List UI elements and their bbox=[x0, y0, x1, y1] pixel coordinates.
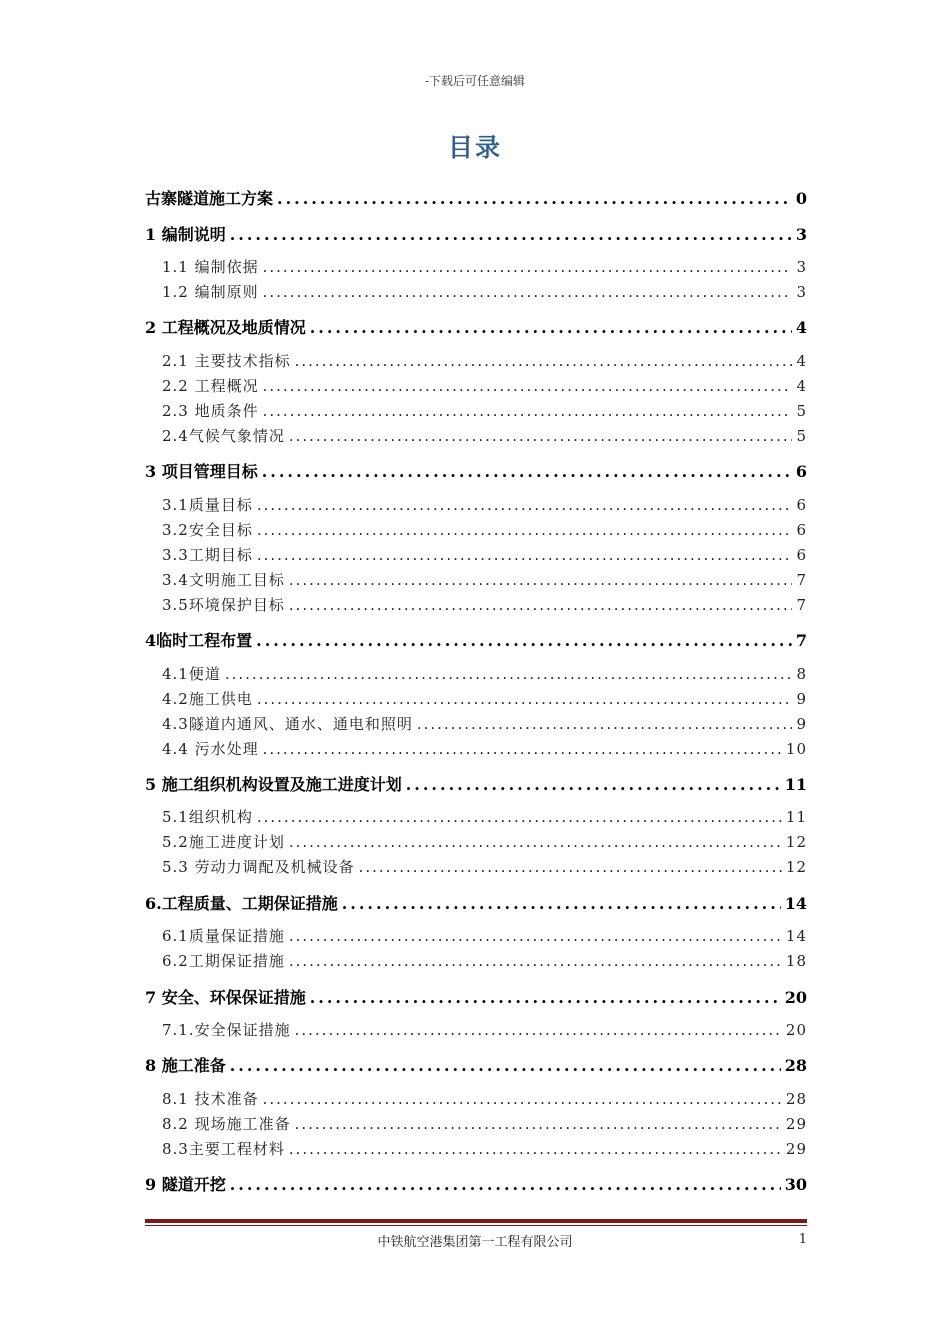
toc-entry-text: 2.4气候气象情况 bbox=[162, 427, 285, 445]
toc-entry-section[interactable] bbox=[145, 1019, 807, 1041]
toc-entry-section[interactable] bbox=[145, 950, 807, 972]
toc-entry-section[interactable] bbox=[145, 375, 807, 397]
toc-entry-chapter[interactable] bbox=[145, 1172, 807, 1196]
toc-leader-dots bbox=[257, 521, 793, 539]
header-note: -下载后可任意编辑 bbox=[424, 74, 526, 88]
toc-leader-dots bbox=[263, 283, 793, 301]
toc-entry-page: 6 bbox=[795, 462, 807, 481]
toc-leader-dots bbox=[257, 496, 793, 514]
toc-entry-text: 2.1 主要技术指标 bbox=[162, 352, 291, 370]
toc-leader-dots bbox=[230, 225, 792, 244]
toc-entry-text: 7.1.安全保证措施 bbox=[162, 1021, 291, 1039]
toc-entry-page: 20 bbox=[784, 988, 807, 1007]
toc-entry-page: 6 bbox=[796, 496, 807, 514]
toc-leader-dots bbox=[263, 402, 793, 420]
toc-entry-text: 3.2安全目标 bbox=[162, 521, 253, 539]
toc-leader-dots bbox=[289, 596, 793, 614]
toc-entry-chapter[interactable] bbox=[145, 985, 807, 1009]
toc-leader-dots bbox=[289, 927, 782, 945]
toc-entry-text: 3.5环境保护目标 bbox=[162, 596, 285, 614]
toc-leader-dots bbox=[263, 258, 793, 276]
toc-entry-text: 3.1质量目标 bbox=[162, 496, 253, 514]
toc-leader-dots bbox=[262, 462, 792, 481]
toc-entry-text: 1.1 编制依据 bbox=[162, 258, 259, 276]
footer-page-number: 1 bbox=[798, 1232, 807, 1247]
toc-entry-page: 12 bbox=[785, 833, 807, 851]
toc-leader-dots bbox=[406, 775, 781, 794]
toc-entry-text: 5.1组织机构 bbox=[162, 808, 253, 826]
toc-entry-chapter[interactable] bbox=[145, 891, 807, 915]
toc-leader-dots bbox=[263, 377, 793, 395]
toc-entry-section[interactable] bbox=[145, 738, 807, 760]
toc-entry-text: 6.2工期保证措施 bbox=[162, 952, 285, 970]
toc-entry-section[interactable] bbox=[145, 1138, 807, 1160]
toc-leader-dots bbox=[289, 427, 793, 445]
toc-leader-dots bbox=[230, 1056, 781, 1075]
toc-entry-text: 5 施工组织机构设置及施工进度计划 bbox=[145, 775, 402, 794]
toc-leader-dots bbox=[263, 1090, 782, 1108]
toc-entry-text: 6.1质量保证措施 bbox=[162, 927, 285, 945]
toc-entry-section[interactable] bbox=[145, 256, 807, 278]
toc-entry-chapter[interactable] bbox=[145, 628, 807, 652]
toc-entry-text: 8.2 现场施工准备 bbox=[162, 1115, 291, 1133]
toc-entry-text: 8.1 技术准备 bbox=[162, 1090, 259, 1108]
footer-rule-thin bbox=[145, 1225, 807, 1226]
toc-entry-text: 8 施工准备 bbox=[145, 1056, 226, 1075]
toc-leader-dots bbox=[342, 894, 781, 913]
toc-entry-page: 9 bbox=[796, 715, 807, 733]
toc-entry-page: 28 bbox=[785, 1090, 807, 1108]
toc-entry-section[interactable] bbox=[145, 1113, 807, 1135]
toc-entry-page: 12 bbox=[785, 858, 807, 876]
toc-leader-dots bbox=[289, 571, 793, 589]
toc-entry-chapter[interactable] bbox=[145, 315, 807, 339]
toc-entry-page: 5 bbox=[796, 402, 807, 420]
toc-leader-dots bbox=[277, 189, 792, 208]
toc-entry-section[interactable] bbox=[145, 494, 807, 516]
toc-entry-page: 11 bbox=[785, 808, 807, 826]
toc-entry-section[interactable] bbox=[145, 688, 807, 710]
toc-entry-page: 29 bbox=[785, 1115, 807, 1133]
toc-entry-text: 3 项目管理目标 bbox=[145, 462, 258, 481]
toc-entry-page: 14 bbox=[784, 894, 807, 913]
toc-entry-text: 4.2施工供电 bbox=[162, 690, 253, 708]
toc-leader-dots bbox=[230, 1175, 781, 1194]
toc-entry-section[interactable] bbox=[145, 663, 807, 685]
toc-entry-chapter[interactable] bbox=[145, 186, 807, 210]
toc-entry-page: 3 bbox=[796, 283, 807, 301]
toc-entry-chapter[interactable] bbox=[145, 772, 807, 796]
toc-entry-text: 8.3主要工程材料 bbox=[162, 1140, 285, 1158]
toc-entry-text: 2 工程概况及地质情况 bbox=[145, 318, 306, 337]
toc-leader-dots bbox=[257, 690, 793, 708]
toc-entry-section[interactable] bbox=[145, 713, 807, 735]
toc-entry-section[interactable] bbox=[145, 544, 807, 566]
toc-entry-section[interactable] bbox=[145, 594, 807, 616]
toc-leader-dots bbox=[295, 352, 793, 370]
toc-leader-dots bbox=[289, 833, 782, 851]
toc-leader-dots bbox=[289, 1140, 782, 1158]
toc-entry-page: 28 bbox=[784, 1056, 807, 1075]
toc-entry-page: 7 bbox=[795, 631, 807, 650]
toc-leader-dots bbox=[256, 631, 792, 650]
toc-entry-text: 1 编制说明 bbox=[145, 225, 226, 244]
toc-entry-page: 6 bbox=[796, 546, 807, 564]
toc-entry-page: 7 bbox=[796, 571, 807, 589]
toc-leader-dots bbox=[257, 546, 793, 564]
toc-leader-dots bbox=[310, 318, 792, 337]
toc-leader-dots bbox=[295, 1115, 782, 1133]
toc-entry-text: 3.4文明施工目标 bbox=[162, 571, 285, 589]
toc-entry-section[interactable] bbox=[145, 519, 807, 541]
toc-entry-text: 1.2 编制原则 bbox=[162, 283, 259, 301]
toc-entry-text: 4.1便道 bbox=[162, 665, 221, 683]
toc-entry-text: 5.3 劳动力调配及机械设备 bbox=[162, 858, 355, 876]
toc-entry-section[interactable] bbox=[145, 281, 807, 303]
toc-entry-text: 2.2 工程概况 bbox=[162, 377, 259, 395]
toc-entry-text: 6.工程质量、工期保证措施 bbox=[145, 894, 338, 913]
toc-entry-page: 14 bbox=[785, 927, 807, 945]
toc-entry-chapter[interactable] bbox=[145, 1053, 807, 1077]
toc-entry-text: 7 安全、环保保证措施 bbox=[145, 988, 306, 1007]
toc-entry-section[interactable] bbox=[145, 569, 807, 591]
toc-entry-chapter[interactable] bbox=[145, 222, 807, 246]
toc-leader-dots bbox=[417, 715, 793, 733]
toc-entry-page: 9 bbox=[796, 690, 807, 708]
toc-entry-section[interactable] bbox=[145, 925, 807, 947]
toc-entry-text: 5.2施工进度计划 bbox=[162, 833, 285, 851]
toc-entry-page: 4 bbox=[796, 352, 807, 370]
toc-entry-page: 3 bbox=[795, 225, 807, 244]
toc-entry-page: 4 bbox=[796, 377, 807, 395]
toc-entry-text: 3.3工期目标 bbox=[162, 546, 253, 564]
toc-entry-page: 5 bbox=[796, 427, 807, 445]
toc-entry-text: 古寨隧道施工方案 bbox=[145, 189, 274, 208]
toc-entry-section[interactable] bbox=[145, 425, 807, 447]
toc-entry-section[interactable] bbox=[145, 856, 807, 878]
toc-leader-dots bbox=[257, 808, 782, 826]
toc-entry-page: 30 bbox=[784, 1175, 807, 1194]
toc-entry-page: 6 bbox=[796, 521, 807, 539]
footer-rule-thick bbox=[145, 1219, 807, 1223]
toc-entry-page: 7 bbox=[796, 596, 807, 614]
toc-entry-text: 4.4 污水处理 bbox=[162, 740, 259, 758]
toc-entry-section[interactable] bbox=[145, 350, 807, 372]
toc-entry-page: 18 bbox=[785, 952, 807, 970]
toc-entry-section[interactable] bbox=[145, 1088, 807, 1110]
toc-leader-dots bbox=[225, 665, 793, 683]
toc-entry-text: 4.3隧道内通风、通水、通电和照明 bbox=[162, 715, 413, 733]
toc-leader-dots bbox=[359, 858, 782, 876]
toc-entry-page: 10 bbox=[785, 740, 807, 758]
toc-entry-section[interactable] bbox=[145, 831, 807, 853]
toc-entry-page: 3 bbox=[796, 258, 807, 276]
toc-entry-page: 11 bbox=[784, 775, 807, 794]
toc-title: 目录 bbox=[447, 133, 502, 162]
toc-entry-page: 29 bbox=[785, 1140, 807, 1158]
toc-entry-page: 4 bbox=[795, 318, 807, 337]
toc-entry-section[interactable] bbox=[145, 400, 807, 422]
toc-entry-page: 8 bbox=[796, 665, 807, 683]
toc-entry-text: 2.3 地质条件 bbox=[162, 402, 259, 420]
toc-entry-text: 9 隧道开挖 bbox=[145, 1175, 226, 1194]
toc-entry-section[interactable] bbox=[145, 806, 807, 828]
toc-leader-dots bbox=[310, 988, 781, 1007]
toc-entry-page: 20 bbox=[785, 1021, 807, 1039]
toc-entry-chapter[interactable] bbox=[145, 459, 807, 483]
toc-entry-page: 0 bbox=[795, 189, 807, 208]
footer-company: 中铁航空港集团第一工程有限公司 bbox=[377, 1235, 573, 1250]
toc-leader-dots bbox=[295, 1021, 782, 1039]
toc-entry-text: 4临时工程布置 bbox=[145, 631, 253, 650]
toc-leader-dots bbox=[289, 952, 782, 970]
toc-leader-dots bbox=[263, 740, 782, 758]
